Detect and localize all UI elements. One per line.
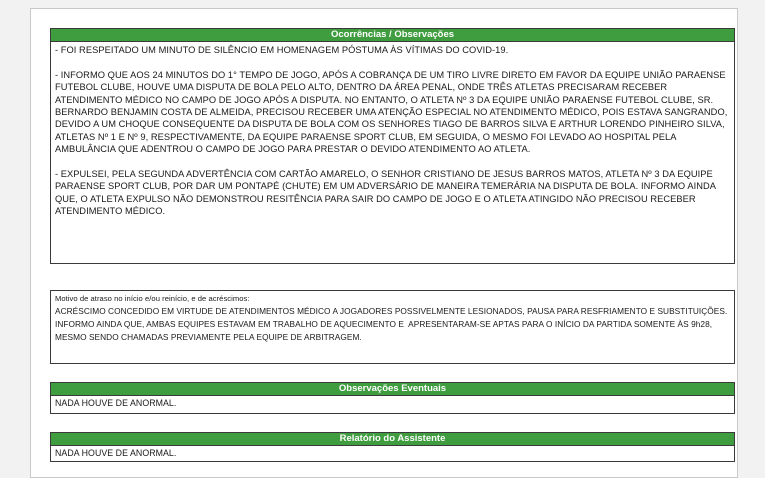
atraso-section	[50, 290, 735, 364]
ocorrencias-header: Ocorrências / Observações	[51, 29, 734, 42]
observacoes-eventuais-header: Observações Eventuais	[51, 383, 734, 396]
ocorrencia-paragraph: - INFORMO QUE AOS 24 MINUTOS DO 1° TEMPO DE JOGO, APÓS A COBRANÇA DE UM TIRO LIVRE DIRETO EM FAVOR DA EQUIPE UNIÃO PARAENSE FUTEBOL CLUBE, HOUVE UMA DISPUTA DE BOLA PELO ALTO, DENTRO DA ÁREA PENAL, ONDE TRÊS ATLETAS PRECISARAM RECEBER ATENDIMENTO MÉDICO NO CAMPO DE JOGO APÓS A DISPUTA. NO ENTANTO, O ATLETA Nº 3 DA EQUIPE UNIÃO PARAENSE FUTEBOL CLUBE, SR. BERNARDO BENJAMIN COSTA DE ALMEIDA, PRECISOU RECEBER UMA ATENÇÃO ESPECIAL NO ATENDIMENTO MÉDICO, POIS ESTAVA SANGRANDO, DEVIDO A UM CHOQUE CONSEQUENTE DA DISPUTA DE BOLA COM OS SENHORES TIAGO DE BARROS SILVA E ARTHUR LORENDO PINHEIRO SILVA, ATLETAS Nº 1 E Nº 9, RESPECTIVAMENTE, DA EQUIPE PARAENSE SPORT CLUB, EM SEGUIDA, O MESMO FOI LEVADO AO HOSPITAL PELA AMBULÂNCIA QUE ADENTROU O CAMPO DE JOGO PARA PRESTAR O DEVIDO ATENDIMENTO AO ATLETA.	[55, 69, 730, 155]
ocorrencias-body	[51, 42, 734, 221]
relatorio-assistente-section	[50, 432, 735, 462]
ocorrencia-paragraph: - EXPULSEI, PELA SEGUNDA ADVERTÊNCIA COM CARTÃO AMARELO, O SENHOR CRISTIANO DE JESUS BARROS MATOS, ATLETA Nº 3 DA EQUIPE PARAENSE SPORT CLUB, POR DAR UM PONTAPÉ (CHUTE) EM UM ADVERSÁRIO DE MANEIRA TEMERÁRIA NA DISPUTA DE BOLA. INFORMO AINDA QUE, O ATLETA EXPULSO NÃO DEMONSTROU RESITÊNCIA PARA SAIR DO CAMPO DE JOGO E O ATLETA ATINGIDO NÃO PRECISOU RECEBER ATENDIMENTO MÉDICO.	[55, 169, 719, 217]
relatorio-assistente-header: Relatório do Assistente	[51, 433, 734, 446]
atraso-line: INFORMO AINDA QUE, AMBAS EQUIPES ESTAVAM EM TRABALHO DE AQUECIMENTO E APRESENTARAM-SE APTAS PARA O INÍCIO DA PARTIDA SOMENTE ÀS 9h28, MESMO SENDO CHAMADAS PREVIAMENTE PELA EQUIPE DE ARBITRAGEM.	[55, 319, 715, 342]
atraso-body	[51, 291, 734, 347]
ocorrencias-section	[50, 28, 735, 264]
relatorio-assistente-text: NADA HOUVE DE ANORMAL.	[55, 448, 177, 458]
observacoes-eventuais-text: NADA HOUVE DE ANORMAL.	[55, 398, 177, 408]
atraso-line: ACRÉSCIMO CONCEDIDO EM VIRTUDE DE ATENDIMENTOS MÉDICO A JOGADORES POSSIVELMENTE LESIONADOS, PAUSA PARA RESFRIAMENTO E SUBSTITUIÇÕES.	[55, 306, 728, 316]
ocorrencia-paragraph: - FOI RESPEITADO UM MINUTO DE SILÊNCIO EM HOMENAGEM PÓSTUMA ÀS VÍTIMAS DO COVID-19.	[55, 45, 509, 55]
atraso-label: Motivo de atraso no início e/ou reinício, e de acréscimos:	[55, 294, 250, 303]
observacoes-eventuais-section	[50, 382, 735, 414]
report-page	[30, 8, 738, 478]
